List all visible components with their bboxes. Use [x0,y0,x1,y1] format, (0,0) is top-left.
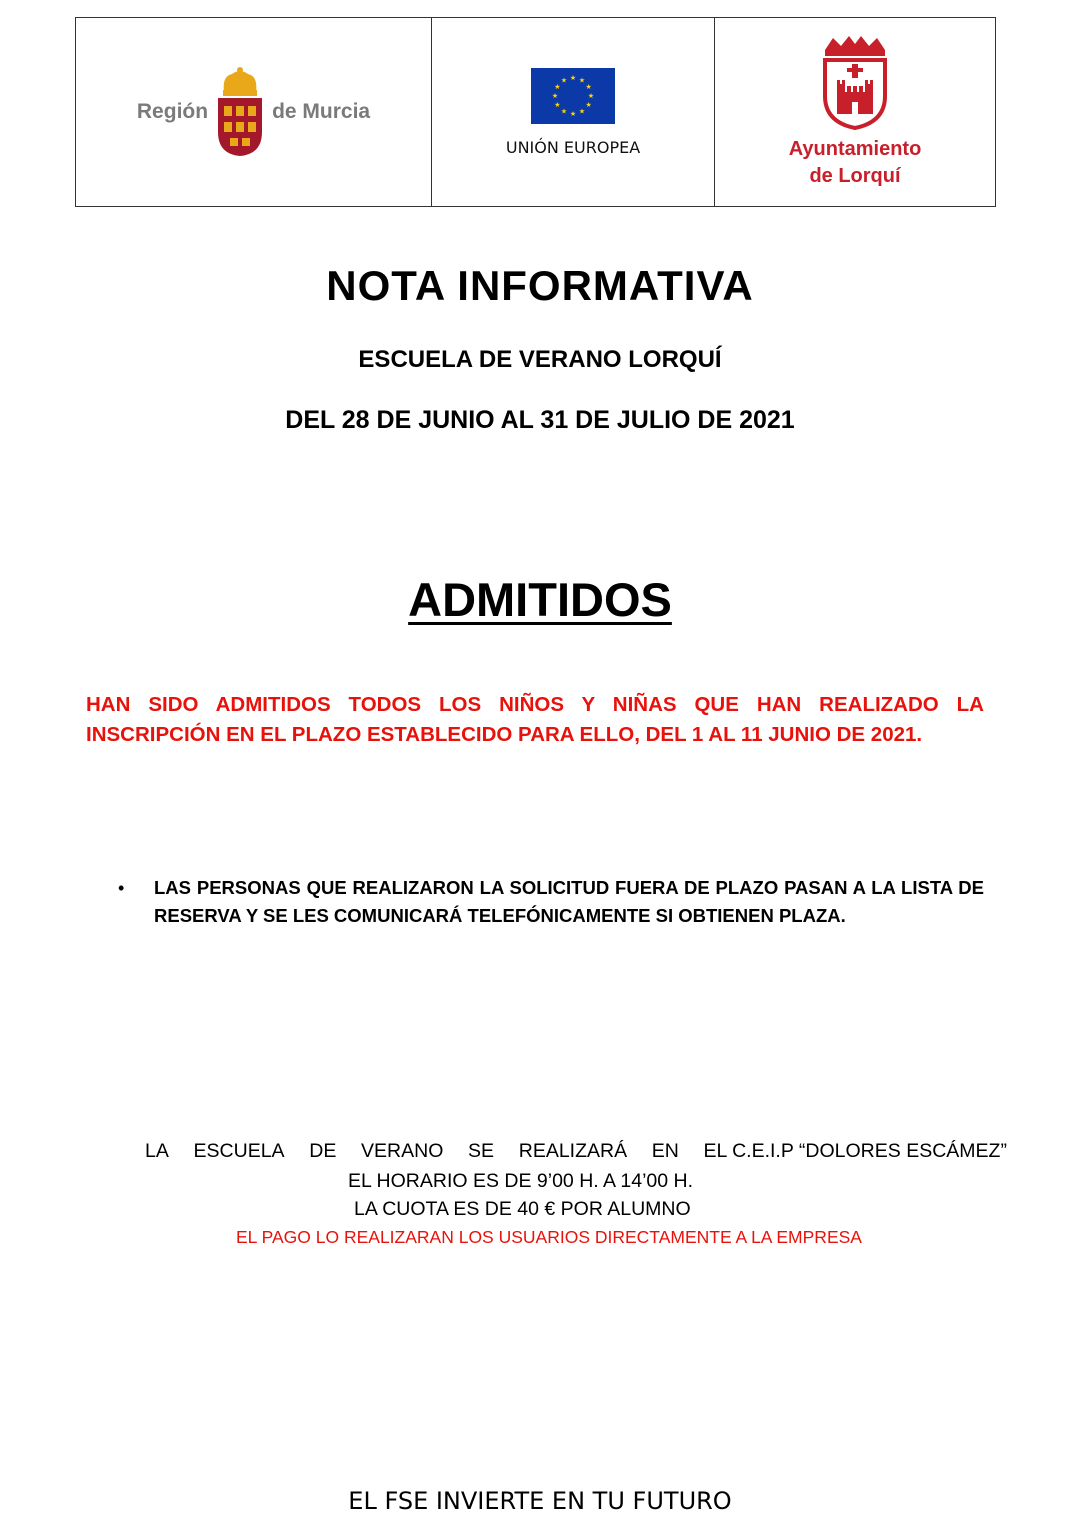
footer-slogan: EL FSE INVIERTE EN TU FUTURO [348,1487,732,1515]
svg-text:★: ★ [560,107,568,116]
svg-text:★: ★ [554,82,561,91]
page-subtitle: ESCUELA DE VERANO LORQUÍ [358,346,722,373]
lorqui-logo-text [789,136,922,190]
payment-notice: EL PAGO LO REALIZARAN LOS USUARIOS DIRECTAMENTE A LA EMPRESA [236,1227,862,1247]
svg-text:★: ★ [585,82,592,91]
date-range: DEL 28 DE JUNIO AL 31 DE JULIO DE 2021 [285,406,795,434]
svg-text:★: ★ [551,91,559,100]
eu-flag-icon [531,68,615,124]
lorqui-logo-cell [715,18,995,206]
murcia-logo-right-text: de Murcia [272,100,371,123]
location-word: REALIZARÁ [518,1140,628,1162]
lorqui-coat-of-arms-icon [819,34,891,130]
logo-header-table [75,17,996,207]
svg-text:★: ★ [587,91,595,100]
region-murcia-logo [137,66,370,158]
svg-text:★: ★ [569,109,577,118]
svg-text:★: ★ [578,107,586,116]
lorqui-logo-line2: de Lorquí [809,165,901,187]
location-word: DE [309,1140,337,1162]
murcia-shield-icon [216,66,264,158]
admitted-heading: ADMITIDOS [408,573,672,626]
location-word: LA [145,1140,169,1162]
location-word: VERANO [361,1140,444,1162]
eu-logo-cell [432,18,715,206]
svg-text:★: ★ [554,100,561,109]
bullet-icon: • [118,878,125,898]
location-word: ESCUELA [193,1140,285,1162]
svg-text:★: ★ [585,100,592,109]
page-title: NOTA INFORMATIVA [326,262,754,309]
location-school: EL C.E.I.P “DOLORES ESCÁMEZ” [703,1140,1007,1162]
svg-text:★: ★ [560,75,568,84]
svg-text:★: ★ [569,73,577,82]
location-line [145,1140,1007,1163]
bullet-list-item [118,874,984,930]
murcia-logo-left-text: Región [136,100,209,123]
reserve-list-notice: LAS PERSONAS QUE REALIZARON LA SOLICITUD FUERA DE PLAZO PASAN A LA LISTA DE RESERVA Y SE LES COMUNICARÁ TELEFÓNICAMENTE SI OBTIENEN PLAZA. [154,877,984,926]
lorqui-logo-line1: Ayuntamiento [788,138,922,160]
region-murcia-logo-cell [76,18,432,206]
location-word: SE [468,1140,495,1162]
fee-line: LA CUOTA ES DE 40 € POR ALUMNO [354,1198,691,1220]
eu-label: UNIÓN EUROPEA [505,137,641,157]
admitted-notice: HAN SIDO ADMITIDOS TODOS LOS NIÑOS Y NIÑAS QUE HAN REALIZADO LA INSCRIPCIÓN EN EL PLAZO ESTABLECIDO PARA ELLO, DEL 1 AL 11 JUNIO DE 2021. [86,693,984,746]
svg-text:★: ★ [578,75,586,84]
location-word: EN [651,1140,679,1162]
schedule-line: EL HORARIO ES DE 9’00 H. A 14’00 H. [348,1170,694,1192]
